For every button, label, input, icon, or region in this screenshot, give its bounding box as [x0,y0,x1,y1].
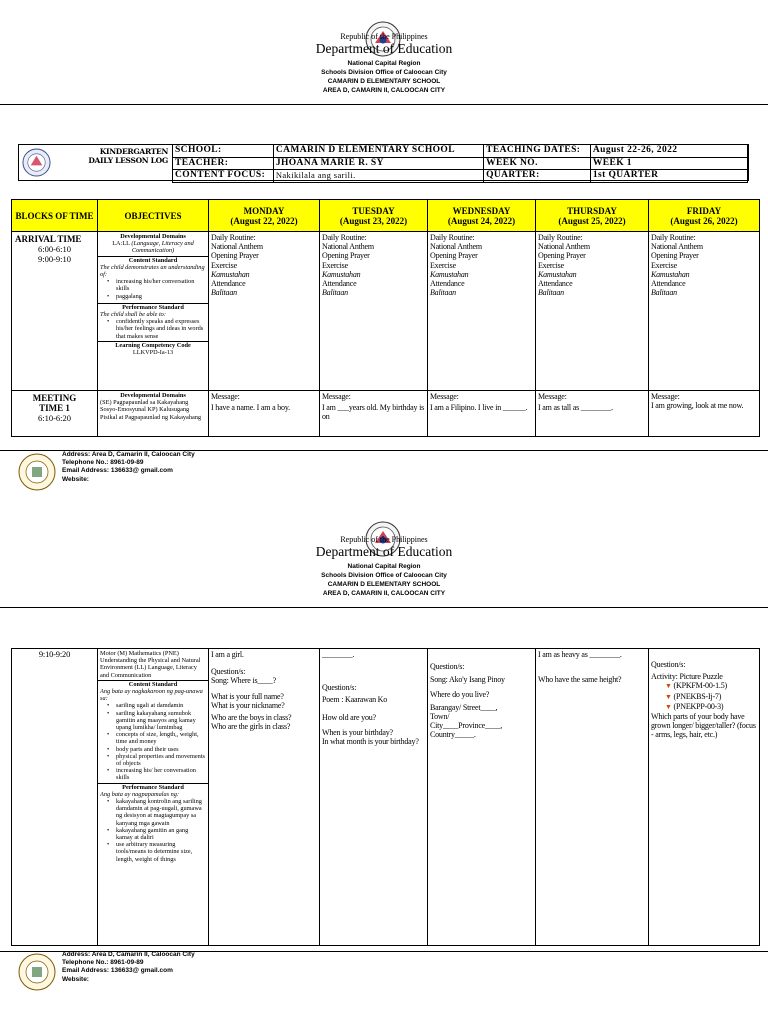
focus-label: CONTENT FOCUS: [173,170,274,183]
wednesday-routine [428,232,536,391]
message-text: I am ___years old. My birthday is on [322,403,425,422]
routine-item: Kamustahan [651,269,690,279]
tuesday-message [320,391,428,437]
wednesday-lesson [428,649,536,946]
arrival-objectives [98,232,209,391]
routine-item: Opening Prayer [211,251,259,261]
friday-header [649,200,760,232]
meeting-row [12,391,760,437]
objectives-header: OBJECTIVES [98,200,209,232]
routine-title: Daily Routine: [538,233,583,242]
arrival-time1: 6:00-6:10 [37,244,72,254]
meeting-row-continued [12,649,760,946]
question-item: Who are the girls in class? [211,722,291,732]
list-item: • body parts and their uses [100,746,206,753]
thursday-message [536,391,649,437]
lesson-table-continued [11,648,760,946]
questions-label: Question/s: [651,660,686,669]
deped-logo-icon [22,148,51,177]
thursday-routine [536,232,649,391]
dev-domains-title: Developmental Domains [120,392,186,399]
routine-item: Opening Prayer [322,251,370,261]
performance-standard-intro: Ang bata ay nagpapamalas ng: [100,790,180,798]
friday-message [649,391,760,437]
message-label: Message: [430,392,459,401]
question-item: Who have the same height? [538,675,622,685]
republic-text: Republic of the Philippines [340,32,428,41]
content-standard-list [100,278,206,300]
tuesday-routine [320,232,428,391]
footer-website: Website: [62,475,89,483]
code-item [651,692,757,702]
objectives-continued [98,649,209,946]
teacher-value: JHOANA MARIE R. SY [273,157,483,170]
department-title: Department of Education [315,544,453,559]
domains-text: Motor (M) Mathematics (PNE) Understanding the Physical and Natural Environment (LL) Language, Literacy and Communication [100,650,201,679]
question-item: In what month is your birthday? [322,737,419,747]
address-text: AREA D, CAMARIN II, CALOOCAN CITY [322,590,446,597]
tuesday-header [320,200,428,232]
quarter-value: 1st QUARTER [590,170,747,183]
footer [0,950,768,994]
week-value: WEEK 1 [590,157,747,170]
meeting-label1: MEETING [32,393,77,403]
content-standard-title: Content Standard [128,256,178,264]
thursday-date: (August 25, 2022) [558,215,626,226]
friday-lesson [649,649,760,946]
performance-standard-title: Performance Standard [122,783,184,791]
monday-message [209,391,320,437]
dll-title-line2: DAILY LESSON LOG [88,156,168,165]
wednesday-date: (August 24, 2022) [447,215,516,226]
list-item: • kakayahang gamitin an gang kamay at daliri [100,827,206,841]
question-item: Which parts of your body have grown longer/ bigger/taller? (focus - arms, legs, hair, etc.) [651,712,756,740]
focus-value: Nakikilala ang sarili. [273,170,483,183]
footer-phone: Telephone No.: 8961-09-89 [62,459,144,467]
message-label: Message: [211,392,240,401]
thursday-label: THURSDAY [567,205,617,216]
routine-item: Kamustahan [211,269,250,279]
message-continued: ________. [322,650,355,659]
message-text: I am a Filipino. I live in ______. [430,403,528,413]
tuesday-label: TUESDAY [352,205,395,216]
monday-header [209,200,320,232]
message-continued: I am a girl. [211,650,244,659]
message-label: Message: [651,392,680,401]
lesson-table [11,199,760,437]
routine-title: Daily Routine: [430,233,475,242]
routine-item: National Anthem [322,242,374,252]
wednesday-label: WEDNESDAY [452,205,511,216]
question-item: What is your full name? [211,691,284,701]
routine-item: Balitaan [430,288,456,298]
dll-title-line1: KINDERGARTEN [99,147,168,156]
list-item: • sariling ugali at damdamin [100,702,206,709]
routine-title: Daily Routine: [651,233,696,242]
routine-item: Exercise [430,260,456,270]
routine-item: Exercise [651,260,677,270]
list-item: • confidently speaks and expresses his/her feelings and ideas in words that makes sense [100,318,206,340]
division-text: Schools Division Office of Caloocan City [321,572,447,579]
thursday-header [536,200,649,232]
routine-item: National Anthem [538,242,590,252]
performance-standard-title: Performance Standard [122,303,184,311]
question-item: Town/ [430,711,450,721]
routine-item: National Anthem [430,242,482,252]
routine-item: Kamustahan [322,269,361,279]
teacher-label: TEACHER: [173,157,274,170]
monday-routine [209,232,320,391]
division-text: Schools Division Office of Caloocan City [321,69,447,76]
arrow-bullet-icon: ▼ [665,692,672,701]
school-value: CAMARIN D ELEMENTARY SCHOOL [273,145,483,158]
code-text: (KPKFM-00-1.5) [673,681,727,691]
routine-item: Attendance [430,279,465,289]
routine-item: National Anthem [651,242,703,252]
footer-website: Website: [62,975,89,983]
thursday-lesson [536,649,649,946]
dates-value: August 22-26, 2022 [590,145,747,158]
list-item: • concepts of size, length,, weight, time and money [100,731,206,745]
address-text: AREA D, CAMARIN II, CALOOCAN CITY [322,87,446,94]
dll-title [53,147,168,165]
routine-item: Exercise [211,260,237,270]
question-item: Where do you live? [430,690,490,700]
message-label: Message: [322,392,351,401]
content-standard-title: Content Standard [128,680,178,688]
monday-label: MONDAY [243,205,285,216]
questions-label: Question/s: [322,683,357,693]
code-text: (PNEKBS-Ij-7) [673,691,722,701]
routine-item: Balitaan [651,288,677,298]
dev-domains-title: Developmental Domains [120,233,186,240]
question-item: City____Province____, [430,721,503,731]
question-item: How old are you? [322,712,376,722]
activity-title: Activity: Picture Puzzle [651,672,723,682]
footer-phone: Telephone No.: 8961-09-89 [62,959,144,967]
poem-title: Poem : Kaarawan Ko [322,695,388,705]
school-text: CAMARIN D ELEMENTARY SCHOOL [327,78,441,85]
routine-item: Attendance [211,279,246,289]
routine-item: Kamustahan [430,269,469,279]
message-text: I am as tall as ________. [538,403,613,413]
list-item: • physical properties and movements of objects [100,753,206,767]
footer-address: Address: Area D, Camarin II, Caloocan City [62,451,195,458]
dates-label: TEACHING DATES: [484,145,591,158]
monday-lesson [209,649,320,946]
wednesday-message [428,391,536,437]
routine-item: Opening Prayer [538,251,586,261]
list-item: • increasing his/ her conversation skills [100,767,206,781]
department-title: Department of Education [315,41,453,56]
arrow-bullet-icon: ▼ [665,682,672,691]
performance-standard-list [100,318,206,340]
quarter-label: QUARTER: [484,170,591,183]
routine-item: Balitaan [211,288,237,298]
wednesday-header [428,200,536,232]
footer-contact [62,451,195,484]
content-standard-intro: The child demonstrates an understanding of: [100,263,205,279]
competency-code-value: LLKVPD-Ia-13 [132,349,174,357]
arrival-row [12,232,760,391]
tuesday-date: (August 23, 2022) [339,215,408,226]
dev-domains-text: (SE) Pagpapaunlad sa Kakayahang Sosyo-Emosyunal KP) Kalusugang Pisikal at Pagpapaunlad ng Kakayahang [100,399,202,421]
friday-label: FRIDAY [686,205,722,216]
code-text: (PNEKPP-00-3) [673,701,724,711]
routine-item: Attendance [538,279,573,289]
question-item: When is your birthday? [322,727,393,737]
list-item: • sariling kakayahang sumubok gamitin ang maayos ang kamay upang lumikha/ lumimbag [100,710,206,732]
footer-address: Address: Area D, Camarin II, Caloocan City [62,951,195,958]
school-text: CAMARIN D ELEMENTARY SCHOOL [327,581,441,588]
message-text: I have a name. I am a boy. [211,403,290,413]
tuesday-lesson [320,649,428,946]
letterhead [0,535,768,598]
list-item: • paggalang [100,293,206,300]
song-title: Song: Ako'y Isang Pinoy [430,675,505,685]
routine-item: Exercise [322,260,348,270]
list-item: • increasing his/her conversation skills [100,278,206,292]
performance-standard-list [100,798,206,863]
header-divider [0,607,768,608]
time-block: 9:10-9:20 [12,649,98,946]
list-item: • kakayahang kontrolin ang sariling damdamin at pag-uugali, gumawa ng desisyon at magtagumpay sa kanyang mga gawain [100,798,206,827]
list-item: • use arbitrary measuring tools/means to determine size, length, weight of things [100,841,206,863]
friday-date: (August 26, 2022) [670,215,738,226]
routine-item: Exercise [538,260,564,270]
questions-label: Question/s: [430,662,465,671]
song-title: Song: Where is____? [211,676,276,686]
message-text: I am growing, look at me now. [651,401,744,411]
friday-routine [649,232,760,391]
arrow-bullet-icon: ▼ [665,702,672,711]
meeting-label2: TIME 1 [39,403,70,413]
message-label: Message: [538,392,567,401]
arrival-label: ARRIVAL TIME [15,234,82,244]
republic-text: Republic of the Philippines [340,535,428,544]
week-label: WEEK NO. [484,157,591,170]
questions-label: Question/s: [211,667,246,677]
dev-domains-italic: (Language, Literacy and Communication) [131,240,194,255]
message-continued: I am as heavy as ________. [538,650,622,659]
school-seal-icon [18,953,56,991]
question-item: Barangay/ Street____, [430,702,498,712]
arrival-block [12,232,98,391]
routine-item: Attendance [651,279,686,289]
performance-standard-intro: The child shall be able to: [100,311,166,319]
footer-email: Email Address: 136633@ gmail.com [62,967,173,975]
code-item [651,702,757,712]
footer [0,450,768,494]
arrival-time2: 9:00-9:10 [37,254,72,264]
page-2 [0,506,768,1024]
question-item: What is your nickname? [211,700,285,710]
question-item: Who are the boys in class? [211,713,292,723]
routine-item: National Anthem [211,242,263,252]
content-standard-intro: Ang bata ay nagkakaroon ng pag-unawa sa: [100,688,203,703]
competency-code-title: Learning Competency Code [115,341,191,349]
routine-item: Balitaan [322,288,348,298]
routine-item: Balitaan [538,288,564,298]
dev-domains-text: LA:LL [112,240,130,248]
code-item [651,681,757,691]
school-seal-icon [18,453,56,491]
letterhead [0,32,768,95]
routine-item: Attendance [322,279,357,289]
meeting-objectives [98,391,209,437]
meeting-time: 6:10-6:20 [37,413,72,423]
routine-title: Daily Routine: [211,233,256,242]
info-table [18,144,749,181]
footer-contact [62,951,195,984]
routine-title: Daily Routine: [322,233,367,242]
content-standard-list [100,702,206,781]
monday-date: (August 22, 2022) [230,215,298,226]
routine-item: Opening Prayer [430,251,478,261]
footer-email: Email Address: 136633@ gmail.com [62,467,173,475]
region-text: National Capital Region [347,60,421,67]
school-label: SCHOOL: [173,145,274,158]
header-divider [0,104,768,105]
page-1 [0,0,768,500]
region-text: National Capital Region [347,563,421,570]
question-item: Country_____. [430,730,476,740]
blocks-header: BLOCKS OF TIME [12,200,98,232]
routine-item: Kamustahan [538,269,577,279]
meeting-block [12,391,98,437]
routine-item: Opening Prayer [651,251,699,261]
